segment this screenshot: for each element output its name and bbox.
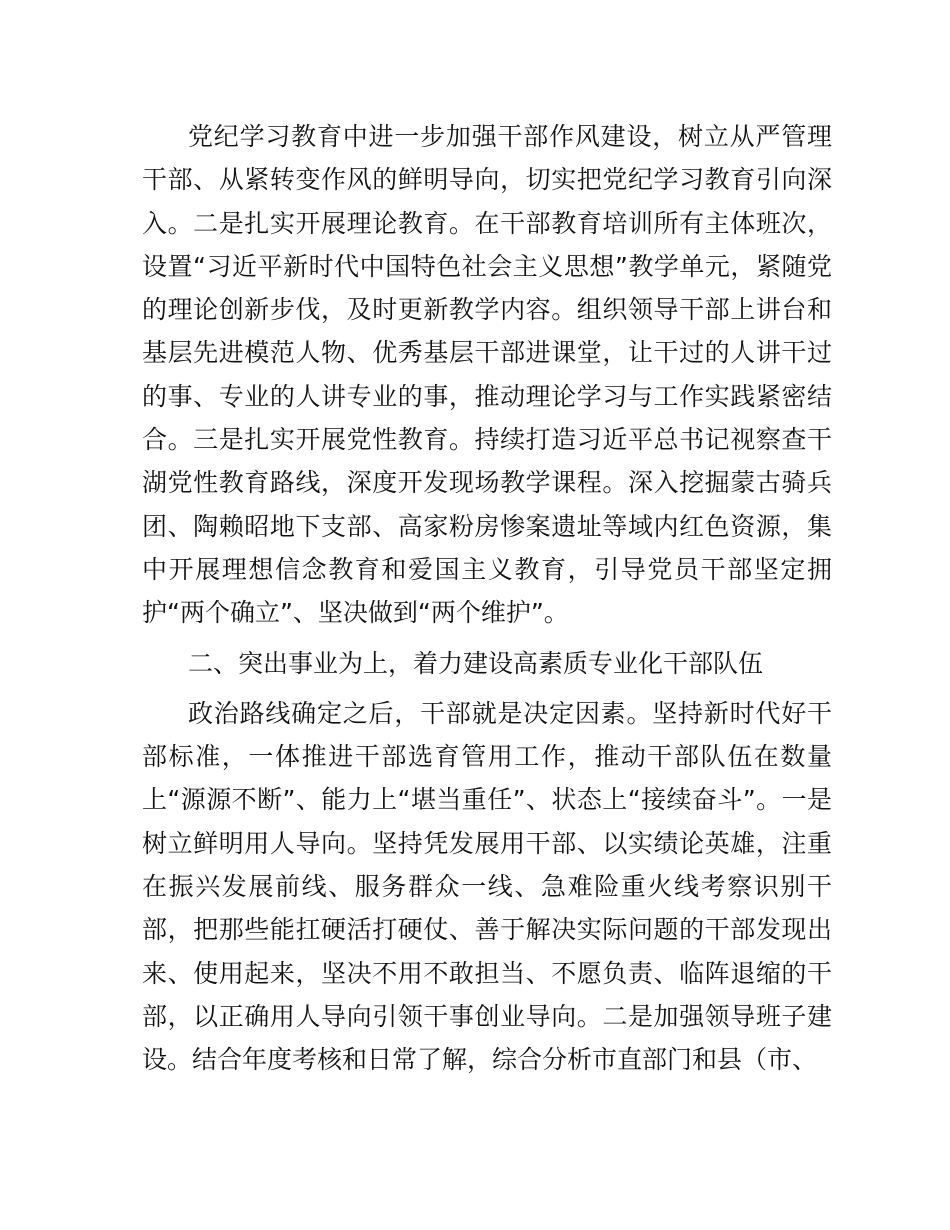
- paragraph-cadre-team-building: 政治路线确定之后，干部就是决定因素。坚持新时代好干部标准，一体推进干部选育管用工作，推动干部队伍在数量上“源源不断”、能力上“堪当重任”、状态上“接续奋斗”。一是树立鲜明用人导向。坚持凭发展用干部、以实绩论英雄，注重在振兴发展前线、服务群众一线、急难险重火线考察识别干部，把那些能扛硬活打硬仗、善于解决实际问题的干部发现出来、使用起来，坚决不用不敢担当、不愿负责、临阵退缩的干部，以正确用人导向引领干事创业导向。二是加强领导班子建设。结合年度考核和日常了解，综合分析市直部门和县（市、: [142, 698, 832, 1075]
- section-heading: 二、突出事业为上，着力建设高素质专业化干部队伍: [188, 648, 764, 678]
- document-body: [142, 115, 832, 1082]
- paragraph-theory-and-party-education: 党纪学习教育中进一步加强干部作风建设，树立从严管理干部、从紧转变作风的鲜明导向，切实把党纪学习教育引向深入。二是扎实开展理论教育。在干部教育培训所有主体班次，设置“习近平新时代中国特色社会主义思想”教学单元，紧随党的理论创新步伐，及时更新教学内容。组织领导干部上讲台和基层先进模范人物、优秀基层干部进课堂，让干过的人讲干过的事、专业的人讲专业的事，推动理论学习与工作实践紧密结合。三是扎实开展党性教育。持续打造习近平总书记视察查干湖党性教育路线，深度开发现场教学课程。深入挖掘蒙古骑兵团、陶赖昭地下支部、高家粉房惨案遗址等域内红色资源，集中开展理想信念教育和爱国主义教育，引导党员干部坚定拥护“两个确立”、坚决做到“两个维护”。: [142, 122, 832, 628]
